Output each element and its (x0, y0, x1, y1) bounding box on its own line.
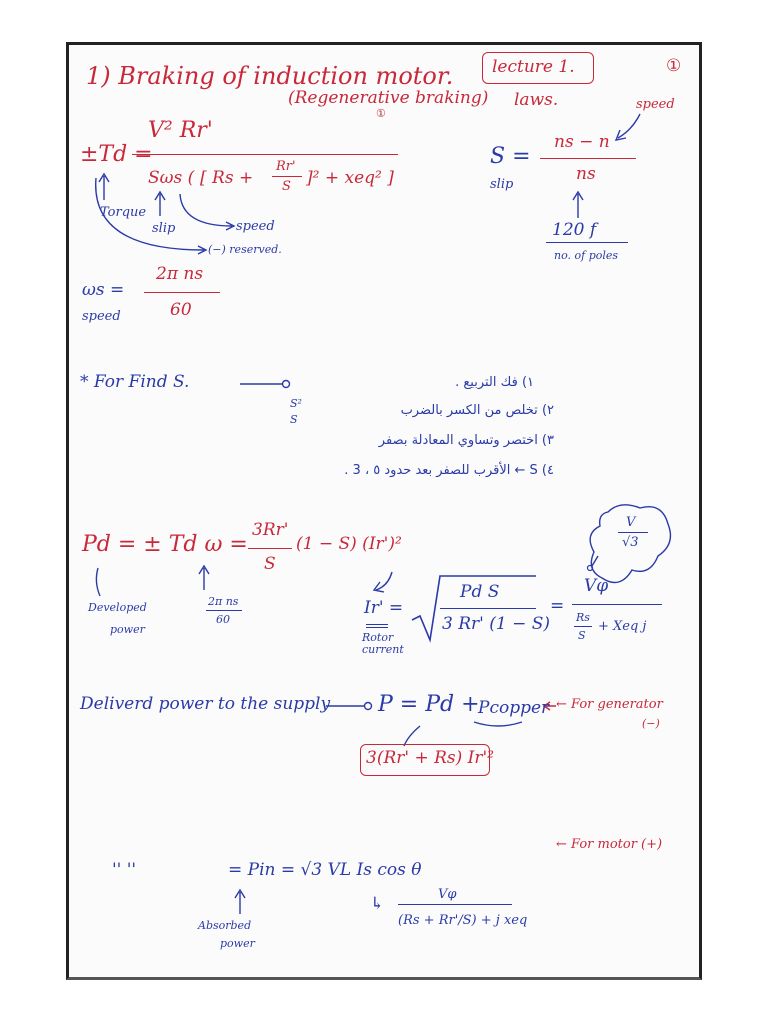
developed-power-label: power (110, 623, 145, 636)
is-arrow: ↳ (370, 894, 385, 914)
lecture-label: lecture 1. (492, 57, 575, 77)
pd-frac-den: S (264, 554, 276, 574)
motor-label: ← For motor (+) (556, 837, 663, 852)
pd-omega-den: 60 (216, 613, 230, 626)
ir-rhs-num: Vφ (584, 576, 609, 596)
find-s-step-3: ٣) اختصر وتساوي المعادلة بصفر (378, 433, 554, 448)
pin-formula: = Pin = √3 VL Is cos θ (228, 860, 422, 880)
copper-term: Pcopper (478, 698, 550, 718)
delivered-formula: P = Pd + (378, 692, 480, 717)
absorbed-power-label: power (220, 937, 255, 950)
slip-lhs: S = (490, 144, 531, 169)
torque-den-frac-den: S (282, 179, 291, 194)
page-title: 1) Braking of induction motor. (86, 62, 454, 90)
sync-speed-den: no. of poles (554, 249, 619, 262)
omega-denominator: 60 (170, 300, 192, 320)
page-number: ① (666, 56, 682, 76)
absorbed-label: Absorbed (198, 919, 252, 932)
torque-den-frac-num: Rr' (276, 159, 296, 174)
find-s-step-2: ٢) تخلص من الكسر بالضرب (400, 403, 554, 418)
find-s-label: * For Find S. (80, 372, 190, 392)
generator-sign: (−) (642, 717, 660, 730)
is-fraction-bar (398, 904, 512, 905)
rotor-label: Rotor (362, 631, 394, 644)
slip-lhs-label: slip (490, 177, 514, 192)
torque-den-prefix: Sωs ( (148, 168, 195, 188)
torque-label: Torque (100, 205, 147, 220)
torque-numerator: V² Rr' (148, 118, 213, 143)
torque-den-bracket: [ Rs + (200, 168, 254, 188)
copper-expr: 3(Rr' + Rs) Ir'² (366, 748, 494, 768)
reserved-label: (−) reserved. (208, 243, 282, 256)
delivered-label: Deliverd power to the supply (80, 694, 331, 714)
find-s-step-4: ٤) S ← الأقرب للصفر بعد حدود ٥ ، 3 . (344, 463, 554, 478)
ir-equals: = (550, 596, 565, 616)
current-label: current (362, 643, 404, 656)
slip-numerator: ns − n (554, 132, 610, 152)
ir-sqrt-den: 3 Rr' (1 − S) (442, 614, 551, 634)
speed-label: speed (236, 219, 275, 234)
is-num: Vφ (438, 887, 457, 902)
slip-speed-label: speed (636, 97, 675, 112)
ditto-marks: '' '' (112, 860, 137, 880)
s-mark: S (290, 413, 298, 426)
subtitle-mark: ① (376, 107, 386, 120)
developed-label: Developed (88, 601, 147, 614)
find-s-step-1: ١) فك التربيع . (455, 375, 534, 390)
omega-lhs-label: speed (82, 309, 121, 324)
ir-sqrt-num: Pd S (460, 582, 500, 602)
s-squared-mark: S² (290, 397, 302, 410)
slip-label: slip (152, 221, 176, 236)
torque-den-suffix: ]² + xeq² ] (306, 168, 394, 188)
torque-lhs: ±Td = (80, 142, 153, 167)
page-subtitle: (Regenerative braking) (288, 88, 489, 108)
ir-lhs: Ir' = (364, 598, 404, 618)
cloud-den: √3 (622, 535, 639, 550)
pd-omega-num: 2π ns (208, 595, 239, 608)
pd-rhs-tail: (1 − S) (Ir')² (296, 534, 402, 554)
omega-lhs: ωs = (82, 280, 125, 300)
pd-lhs: Pd = ± Td ω = (82, 532, 248, 557)
omega-numerator: 2π ns (156, 264, 204, 284)
cloud-num: V (626, 515, 636, 530)
ir-rhs-den-a-sub: S (578, 629, 586, 642)
ir-rhs-den-a: Rs (576, 611, 590, 624)
slip-denominator: ns (576, 164, 596, 184)
pd-frac-num: 3Rr' (252, 520, 289, 540)
laws-label: laws. (514, 90, 559, 110)
is-den: (Rs + Rr'/S) + j xeq (398, 913, 528, 928)
ir-rhs-den-b: + Xeq j (598, 619, 647, 634)
sync-speed-num: 120 f (552, 220, 597, 240)
generator-label: ← For generator (556, 697, 663, 712)
